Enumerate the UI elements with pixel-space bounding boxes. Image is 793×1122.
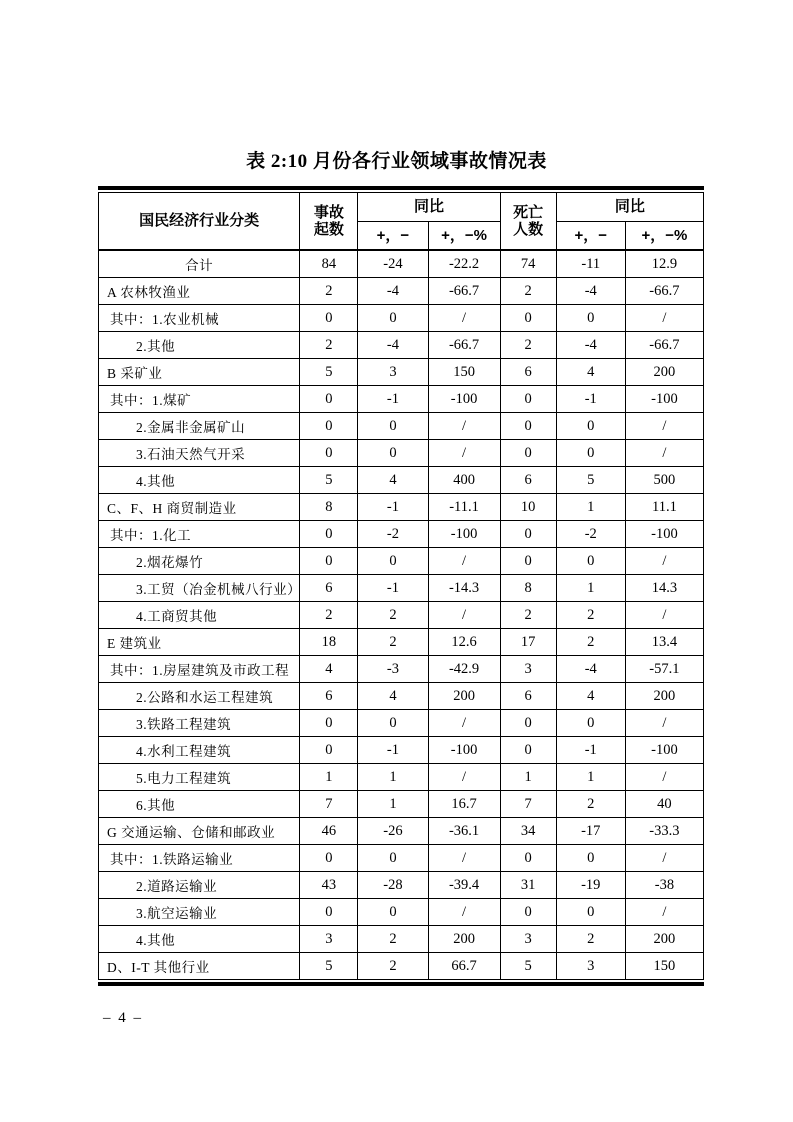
table-body	[99, 250, 704, 980]
cell-value: 3	[556, 953, 625, 980]
table-row	[99, 440, 704, 467]
cell-value: 0	[300, 386, 358, 413]
cell-value: 400	[428, 467, 500, 494]
cell-value: 0	[500, 548, 556, 575]
table-row	[99, 926, 704, 953]
cell-value: 0	[500, 521, 556, 548]
row-label: 4.其他	[99, 467, 300, 494]
cell-value: 74	[500, 250, 556, 278]
cell-value: 0	[358, 413, 428, 440]
row-label: 其中：1.铁路运输业	[99, 845, 300, 872]
cell-value: -26	[358, 818, 428, 845]
cell-value: 16.7	[428, 791, 500, 818]
cell-value: 12.9	[625, 250, 703, 278]
header-accidents-plus-minus: +，−	[358, 222, 428, 251]
cell-value: 0	[300, 440, 358, 467]
cell-value: 34	[500, 818, 556, 845]
cell-value: 2	[500, 278, 556, 305]
cell-value: -14.3	[428, 575, 500, 602]
cell-value: -4	[556, 278, 625, 305]
table-row	[99, 845, 704, 872]
cell-value: 2	[556, 602, 625, 629]
cell-value: 0	[556, 899, 625, 926]
table-row	[99, 359, 704, 386]
cell-value: -66.7	[625, 332, 703, 359]
cell-value: 2	[300, 602, 358, 629]
cell-value: /	[428, 305, 500, 332]
row-label: 3.石油天然气开采	[99, 440, 300, 467]
table-row	[99, 629, 704, 656]
row-label: 2.道路运输业	[99, 872, 300, 899]
row-label: B 采矿业	[99, 359, 300, 386]
cell-value: 200	[428, 683, 500, 710]
cell-value: 1	[556, 764, 625, 791]
cell-value: -36.1	[428, 818, 500, 845]
cell-value: -4	[358, 278, 428, 305]
cell-value: 2	[556, 791, 625, 818]
cell-value: -66.7	[428, 332, 500, 359]
cell-value: 5	[300, 467, 358, 494]
cell-value: 7	[300, 791, 358, 818]
row-label: 2.金属非金属矿山	[99, 413, 300, 440]
row-label: 其中：1.农业机械	[99, 305, 300, 332]
table-row	[99, 494, 704, 521]
cell-value: /	[625, 602, 703, 629]
cell-value: 0	[500, 737, 556, 764]
table-row	[99, 250, 704, 278]
cell-value: 200	[625, 926, 703, 953]
cell-value: 0	[500, 440, 556, 467]
cell-value: 0	[556, 548, 625, 575]
cell-value: -66.7	[428, 278, 500, 305]
cell-value: 150	[625, 953, 703, 980]
cell-value: 6	[300, 683, 358, 710]
cell-value: /	[428, 845, 500, 872]
cell-value: 2	[358, 926, 428, 953]
cell-value: 11.1	[625, 494, 703, 521]
cell-value: -57.1	[625, 656, 703, 683]
cell-value: /	[428, 413, 500, 440]
table-row	[99, 521, 704, 548]
cell-value: 3	[300, 926, 358, 953]
cell-value: -22.2	[428, 250, 500, 278]
cell-value: 14.3	[625, 575, 703, 602]
cell-value: -100	[625, 386, 703, 413]
cell-value: 1	[300, 764, 358, 791]
cell-value: 200	[428, 926, 500, 953]
row-label: 其中：1.房屋建筑及市政工程	[99, 656, 300, 683]
cell-value: 0	[500, 845, 556, 872]
row-label: A 农林牧渔业	[99, 278, 300, 305]
row-label: 其中：1.化工	[99, 521, 300, 548]
row-label: D、I-T 其他行业	[99, 953, 300, 980]
accident-table-container	[98, 186, 704, 986]
cell-value: 4	[358, 683, 428, 710]
cell-value: 0	[300, 413, 358, 440]
cell-value: -4	[358, 332, 428, 359]
header-death-count-line1: 死亡	[513, 203, 544, 221]
cell-value: 2	[500, 332, 556, 359]
header-deaths-plus-minus: +，−	[556, 222, 625, 251]
cell-value: -1	[556, 386, 625, 413]
row-label: 3.铁路工程建筑	[99, 710, 300, 737]
cell-value: 0	[358, 899, 428, 926]
table-row	[99, 575, 704, 602]
table-row	[99, 764, 704, 791]
cell-value: -28	[358, 872, 428, 899]
cell-value: 3	[500, 926, 556, 953]
row-label: 2.烟花爆竹	[99, 548, 300, 575]
table-row	[99, 818, 704, 845]
cell-value: /	[428, 764, 500, 791]
cell-value: 6	[500, 359, 556, 386]
cell-value: 3	[500, 656, 556, 683]
cell-value: 2	[556, 926, 625, 953]
page-title: 表 2:10 月份各行业领域事故情况表	[246, 151, 547, 172]
cell-value: -1	[358, 575, 428, 602]
cell-value: /	[428, 899, 500, 926]
cell-value: 500	[625, 467, 703, 494]
header-category: 国民经济行业分类	[99, 193, 300, 251]
cell-value: -1	[358, 494, 428, 521]
header-deaths-plus-minus-pct: +，−%	[625, 222, 703, 251]
cell-value: /	[428, 440, 500, 467]
cell-value: -100	[428, 521, 500, 548]
cell-value: -39.4	[428, 872, 500, 899]
cell-value: 0	[556, 305, 625, 332]
cell-value: 150	[428, 359, 500, 386]
table-row	[99, 305, 704, 332]
header-yoy-deaths: 同比	[556, 193, 703, 222]
cell-value: 0	[300, 521, 358, 548]
table-row	[99, 332, 704, 359]
cell-value: 46	[300, 818, 358, 845]
cell-value: 0	[556, 440, 625, 467]
table-row	[99, 710, 704, 737]
cell-value: /	[428, 602, 500, 629]
cell-value: -11	[556, 250, 625, 278]
cell-value: 4	[300, 656, 358, 683]
cell-value: -17	[556, 818, 625, 845]
cell-value: 0	[556, 845, 625, 872]
cell-value: /	[625, 548, 703, 575]
row-label: E 建筑业	[99, 629, 300, 656]
cell-value: /	[625, 845, 703, 872]
cell-value: /	[428, 710, 500, 737]
header-death-count	[500, 193, 556, 251]
cell-value: 8	[300, 494, 358, 521]
row-label: 3.航空运输业	[99, 899, 300, 926]
row-label: 4.工商贸其他	[99, 602, 300, 629]
cell-value: 0	[556, 413, 625, 440]
cell-value: 0	[500, 386, 556, 413]
cell-value: 0	[300, 548, 358, 575]
row-label: 6.其他	[99, 791, 300, 818]
cell-value: 8	[500, 575, 556, 602]
cell-value: -33.3	[625, 818, 703, 845]
cell-value: 43	[300, 872, 358, 899]
table-row	[99, 413, 704, 440]
table-row	[99, 953, 704, 980]
cell-value: /	[625, 440, 703, 467]
header-accident-count-line2: 起数	[313, 221, 344, 238]
row-label: 2.公路和水运工程建筑	[99, 683, 300, 710]
cell-value: -2	[358, 521, 428, 548]
table-row	[99, 872, 704, 899]
cell-value: 2	[300, 278, 358, 305]
row-label: 4.其他	[99, 926, 300, 953]
cell-value: 2	[358, 629, 428, 656]
row-label: 其中：1.煤矿	[99, 386, 300, 413]
table-row	[99, 656, 704, 683]
cell-value: /	[625, 710, 703, 737]
cell-value: -2	[556, 521, 625, 548]
cell-value: /	[625, 305, 703, 332]
row-label: 5.电力工程建筑	[99, 764, 300, 791]
header-accident-count-line1: 事故	[313, 203, 344, 221]
cell-value: 3	[358, 359, 428, 386]
cell-value: /	[625, 899, 703, 926]
table-row	[99, 683, 704, 710]
cell-value: 4	[556, 683, 625, 710]
cell-value: 0	[300, 710, 358, 737]
cell-value: 4	[556, 359, 625, 386]
table-row	[99, 602, 704, 629]
cell-value: 2	[556, 629, 625, 656]
table-row	[99, 548, 704, 575]
cell-value: 7	[500, 791, 556, 818]
cell-value: 17	[500, 629, 556, 656]
cell-value: 66.7	[428, 953, 500, 980]
cell-value: 13.4	[625, 629, 703, 656]
row-label: 4.水利工程建筑	[99, 737, 300, 764]
cell-value: 5	[300, 953, 358, 980]
table-row	[99, 278, 704, 305]
cell-value: -3	[358, 656, 428, 683]
header-death-count-line2: 人数	[513, 221, 544, 238]
cell-value: -100	[428, 386, 500, 413]
cell-value: /	[625, 764, 703, 791]
cell-value: 5	[500, 953, 556, 980]
cell-value: -11.1	[428, 494, 500, 521]
cell-value: -100	[625, 521, 703, 548]
cell-value: 1	[358, 764, 428, 791]
row-label: G 交通运输、仓储和邮政业	[99, 818, 300, 845]
cell-value: -38	[625, 872, 703, 899]
cell-value: 6	[500, 683, 556, 710]
cell-value: 0	[300, 305, 358, 332]
cell-value: 0	[500, 899, 556, 926]
table-row	[99, 467, 704, 494]
row-label: 合计	[99, 250, 300, 278]
cell-value: -19	[556, 872, 625, 899]
cell-value: 0	[300, 899, 358, 926]
cell-value: 0	[358, 845, 428, 872]
row-label: 3.工贸（冶金机械八行业）	[99, 575, 300, 602]
cell-value: -1	[358, 737, 428, 764]
page-number: – 4 –	[103, 1010, 143, 1026]
cell-value: 0	[300, 737, 358, 764]
cell-value: 2	[358, 953, 428, 980]
cell-value: -66.7	[625, 278, 703, 305]
row-label: C、F、H 商贸制造业	[99, 494, 300, 521]
cell-value: -4	[556, 332, 625, 359]
header-yoy-accidents: 同比	[358, 193, 500, 222]
table-row	[99, 899, 704, 926]
cell-value: 0	[358, 548, 428, 575]
cell-value: 0	[500, 413, 556, 440]
cell-value: 10	[500, 494, 556, 521]
table-row	[99, 737, 704, 764]
cell-value: -100	[428, 737, 500, 764]
cell-value: -4	[556, 656, 625, 683]
row-label: 2.其他	[99, 332, 300, 359]
cell-value: 40	[625, 791, 703, 818]
cell-value: 18	[300, 629, 358, 656]
cell-value: -24	[358, 250, 428, 278]
cell-value: 1	[556, 575, 625, 602]
cell-value: 0	[500, 710, 556, 737]
accident-table	[98, 192, 704, 980]
cell-value: 5	[556, 467, 625, 494]
cell-value: 6	[500, 467, 556, 494]
cell-value: 2	[358, 602, 428, 629]
table-header	[99, 193, 704, 251]
cell-value: 6	[300, 575, 358, 602]
cell-value: 0	[300, 845, 358, 872]
cell-value: 1	[358, 791, 428, 818]
header-accidents-plus-minus-pct: +，−%	[428, 222, 500, 251]
cell-value: 1	[500, 764, 556, 791]
cell-value: 12.6	[428, 629, 500, 656]
cell-value: 0	[358, 305, 428, 332]
cell-value: 0	[500, 305, 556, 332]
cell-value: 1	[556, 494, 625, 521]
cell-value: 31	[500, 872, 556, 899]
cell-value: 0	[358, 440, 428, 467]
header-accident-count	[300, 193, 358, 251]
table-row	[99, 791, 704, 818]
cell-value: /	[625, 413, 703, 440]
cell-value: 5	[300, 359, 358, 386]
cell-value: /	[428, 548, 500, 575]
table-row	[99, 386, 704, 413]
cell-value: 4	[358, 467, 428, 494]
cell-value: -100	[625, 737, 703, 764]
cell-value: -42.9	[428, 656, 500, 683]
cell-value: 2	[500, 602, 556, 629]
cell-value: 200	[625, 359, 703, 386]
cell-value: -1	[358, 386, 428, 413]
cell-value: 200	[625, 683, 703, 710]
cell-value: 0	[358, 710, 428, 737]
cell-value: 0	[556, 710, 625, 737]
cell-value: -1	[556, 737, 625, 764]
cell-value: 84	[300, 250, 358, 278]
cell-value: 2	[300, 332, 358, 359]
